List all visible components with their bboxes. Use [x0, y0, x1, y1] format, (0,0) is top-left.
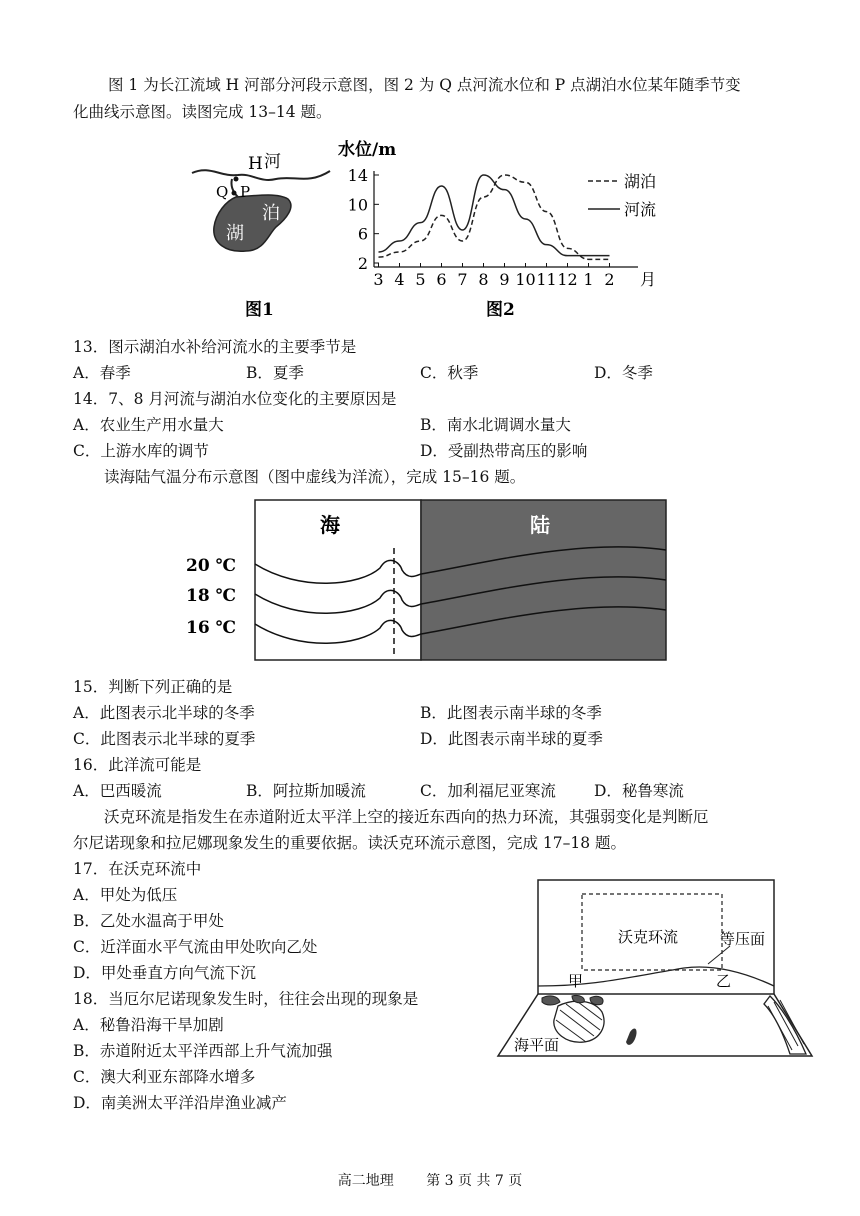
q14-option-a[interactable]: A．农业生产用水量大 [73, 416, 224, 434]
q13-option-c[interactable]: C．秋季 [420, 364, 479, 382]
chart-xtick-label: 3 [373, 270, 384, 289]
figure-1-map [190, 135, 340, 320]
q14-stem: 14．7、8 月河流与湖泊水位变化的主要原因是 [73, 390, 397, 408]
q15-stem: 15．判断下列正确的是 [73, 678, 233, 696]
chart-xtick-label: 10 [515, 270, 536, 289]
page-footer [0, 1170, 860, 1190]
chart-ytick-label: 10 [347, 195, 368, 215]
q17-option-d[interactable]: D．甲处垂直方向气流下沉 [73, 964, 256, 982]
chart-xtick-label: 9 [499, 270, 510, 289]
point-p-marker [232, 191, 237, 196]
q15-option-a[interactable]: A．此图表示北半球的冬季 [73, 704, 255, 722]
q18-option-d[interactable]: D．南美洲太平洋沿岸渔业减产 [73, 1094, 287, 1112]
land-label: 陆 [530, 513, 550, 537]
chart-ytick-label: 2 [357, 254, 368, 273]
footer-subject: 高二地理 [337, 1173, 394, 1189]
sea-label: 海 [320, 513, 340, 537]
chart-xtick-label: 12 [557, 270, 578, 289]
intro-3-line-2: 尔尼诺现象和拉尼娜现象发生的重要依据。读沃克环流示意图，完成 17–18 题。 [73, 834, 627, 852]
chart-ylabel: 水位/m [338, 140, 397, 160]
q16-option-c[interactable]: C．加利福尼亚寒流 [420, 782, 556, 800]
q17-option-b[interactable]: B．乙处水温高于甲处 [73, 912, 224, 930]
isotherm-label-18: 18 ℃ [186, 586, 236, 606]
chart-xtick-label: 5 [415, 270, 426, 289]
lake-char-1: 湖 [226, 223, 244, 244]
south-america-coast [764, 996, 806, 1054]
legend-river-label: 河流 [624, 200, 657, 219]
new-zealand [626, 1029, 637, 1045]
figure-1-caption: 图1 [245, 300, 274, 320]
river-char: 河 [264, 152, 281, 172]
q18-stem: 18．当厄尔尼诺现象发生时，往往会出现的现象是 [73, 990, 419, 1008]
river-letter: H [248, 154, 263, 174]
chart-xtick-label: 2 [604, 270, 615, 289]
q16-option-a[interactable]: A．巴西暖流 [73, 782, 162, 800]
q16-stem: 16．此洋流可能是 [73, 756, 202, 774]
q15-option-c[interactable]: C．此图表示北半球的夏季 [73, 730, 256, 748]
q16-option-d[interactable]: D．秘鲁寒流 [594, 782, 684, 800]
chart-xtick-label: 7 [457, 270, 468, 289]
australia-landmass [554, 1001, 604, 1042]
q14-option-c[interactable]: C．上游水库的调节 [73, 442, 209, 460]
series-river-line [379, 175, 610, 256]
q15-option-d[interactable]: D．此图表示南半球的夏季 [420, 730, 603, 748]
q18-option-b[interactable]: B．赤道附近太平洋西部上升气流加强 [73, 1042, 333, 1060]
footer-page: 第 3 页 共 7 页 [426, 1173, 523, 1189]
q13-option-a[interactable]: A．春季 [73, 364, 131, 382]
q17-option-a[interactable]: A．甲处为低压 [73, 886, 178, 904]
intro-3-line-1: 沃克环流是指发生在赤道附近太平洋上空的接近东西向的热力环流，其强弱变化是判断厄 [104, 808, 709, 826]
chart-xtick-label: 1 [583, 270, 594, 289]
walker-label: 沃克环流 [618, 928, 679, 946]
q13-stem: 13．图示湖泊水补给河流水的主要季节是 [73, 338, 357, 356]
figure-3-isotherms [180, 494, 680, 666]
isotherm-label-20: 20 ℃ [186, 556, 236, 576]
chart-xtick-label: 4 [394, 270, 405, 289]
intro-line-1: 图 1 为长江流域 H 河部分河段示意图，图 2 为 Q 点河流水位和 P 点湖泊水位某年随季节变 [108, 76, 741, 94]
q14-option-b[interactable]: B．南水北调调水量大 [420, 416, 571, 434]
q17-stem: 17．在沃克环流中 [73, 860, 202, 878]
isobar-label: 等压面 [720, 930, 766, 948]
lake-char-2: 泊 [262, 203, 280, 224]
figure-2-caption: 图2 [486, 300, 515, 320]
q18-option-a[interactable]: A．秘鲁沿海干旱加剧 [73, 1016, 224, 1034]
intro-2: 读海陆气温分布示意图（图中虚线为洋流），完成 15–16 题。 [104, 468, 526, 486]
q16-option-b[interactable]: B．阿拉斯加暖流 [246, 782, 366, 800]
intro-line-2: 化曲线示意图。读图完成 13–14 题。 [73, 103, 332, 121]
series-lake-line [379, 175, 610, 259]
chart-ytick-label: 14 [347, 166, 368, 185]
q17-option-c[interactable]: C．近洋面水平气流由甲处吹向乙处 [73, 938, 318, 956]
q18-option-c[interactable]: C．澳大利亚东部降水增多 [73, 1068, 256, 1086]
label-jia: 甲 [568, 972, 584, 990]
chart-x-unit: 月 [640, 270, 657, 289]
q15-option-b[interactable]: B．此图表示南半球的冬季 [420, 704, 602, 722]
chart-xtick-label: 11 [536, 270, 557, 289]
point-q-marker [234, 177, 239, 182]
chart-ytick-label: 6 [357, 224, 368, 244]
figure-2-chart [338, 135, 668, 320]
label-yi: 乙 [716, 972, 732, 990]
figure-4-walker [494, 876, 824, 1066]
point-q-label: Q [216, 183, 229, 201]
legend-lake-label: 湖泊 [624, 172, 657, 191]
chart-xtick-label: 8 [478, 270, 489, 289]
q13-option-d[interactable]: D．冬季 [594, 364, 653, 382]
isotherm-label-16: 16 ℃ [186, 618, 236, 638]
q14-option-d[interactable]: D．受副热带高压的影响 [420, 442, 588, 460]
point-p-label: P [240, 183, 251, 201]
q13-option-b[interactable]: B．夏季 [246, 364, 304, 382]
chart-xtick-label: 6 [436, 270, 447, 289]
sea-surface-label: 海平面 [514, 1036, 560, 1054]
